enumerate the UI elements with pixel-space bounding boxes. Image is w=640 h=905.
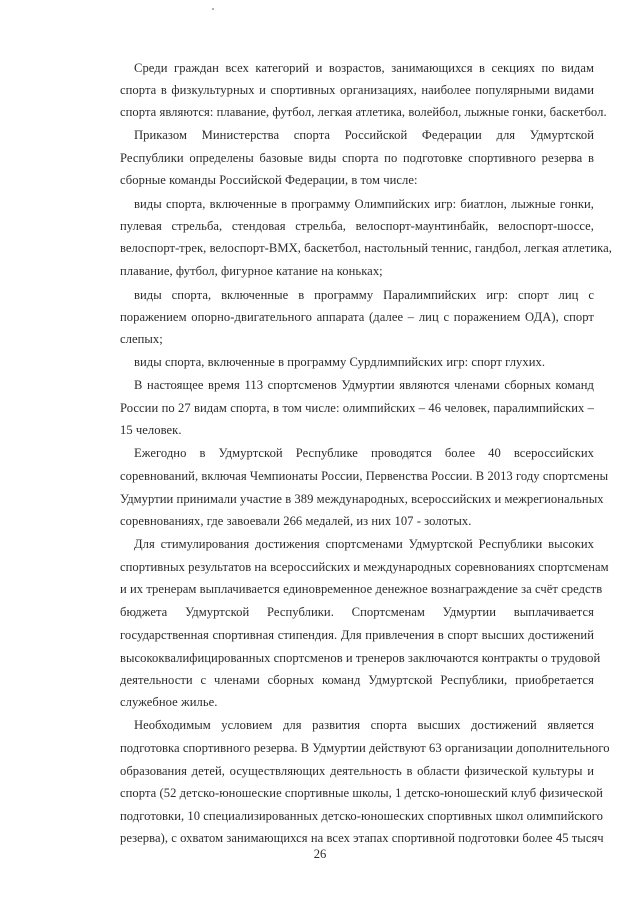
text-line: поражением опорно-двигательного аппарата (далее – лиц с поражением ОДА), спорт [120,310,594,324]
text-line: образования детей, осуществляющих деятельность в области физической культуры и [120,764,594,778]
text-line: служебное жилье. [120,695,218,709]
text-line: государственная спортивная стипендия. Для привлечения в спорт высших достижений [120,628,594,642]
text-line: пулевая стрельба, стендовая стрельба, велоспорт-маунтинбайк, велоспорт-шоссе, [120,219,594,233]
text-line: спорта (52 детско-юношеские спортивные школы, 1 детско-юношеский клуб физической [120,786,603,800]
text-line: Необходимым условием для развития спорта высших достижений является [134,718,594,732]
text-line: соревнованиях, где завоевали 266 медалей, из них 107 - золотых. [120,514,472,528]
text-line: спорта в физкультурных и спортивных организациях, наиболее популярными видами [120,83,594,97]
text-line: соревнований, включая Чемпионаты России, Первенства России. В 2013 году спортсмены [120,469,609,483]
text-line: спорта являются: плавание, футбол, легкая атлетика, волейбол, лыжные гонки, баскетбол. [120,105,607,119]
text-line: велоспорт-трек, велоспорт-BMX, баскетбол, настольный теннис, гандбол, легкая атлетика, [120,241,612,255]
text-line: России по 27 видам спорта, в том числе: олимпийских – 46 человек, паралимпийских – [120,401,594,415]
text-line: виды спорта, включенные в программу Паралимпийских игр: спорт лиц с [134,288,594,302]
text-line: сборные команды Российской Федерации, в том числе: [120,173,418,187]
text-line: Для стимулирования достижения спортсменами Удмуртской Республики высоких [134,537,594,551]
text-line: резерва), с охватом занимающихся на всех этапах спортивной подготовки более 45 тысяч [120,831,604,845]
text-line: деятельности с членами сборных команд Удмуртской Республики, приобретается [120,673,594,687]
text-line: и их тренерам выплачивается единовременное денежное вознаграждение за счёт средств [120,582,603,596]
text-line: бюджета Удмуртской Республики. Спортсменам Удмуртии выплачивается [120,605,594,619]
text-line: Среди граждан всех категорий и возрастов, занимающихся в секциях по видам [134,61,594,75]
scan-artifact [212,8,214,10]
text-line: подготовки, 10 специализированных детско-юношеских спортивных школ олимпийского [120,809,604,823]
text-line: В настоящее время 113 спортсменов Удмуртии являются членами сборных команд [134,378,594,392]
page-number: 26 [313,847,327,861]
text-line: Ежегодно в Удмуртской Республике проводятся более 40 всероссийских [134,446,594,460]
text-line: плавание, футбол, фигурное катание на коньках; [120,264,383,278]
text-line: слепых; [120,332,163,346]
text-line: подготовка спортивного резерва. В Удмуртии действуют 63 организации дополнительного [120,741,610,755]
text-line: спортивных результатов на всероссийских и международных соревнованиях спортсменам [120,560,609,574]
text-line: Приказом Министерства спорта Российской Федерации для Удмуртской [134,128,594,142]
text-line: высококвалифицированных спортсменов и тренеров заключаются контракты о трудовой [120,651,601,665]
text-line: 15 человек. [120,423,182,437]
text-line: Удмуртии принимали участие в 389 международных, всероссийских и межрегиональных [120,492,604,506]
text-line: виды спорта, включенные в программу Сурдлимпийских игр: спорт глухих. [134,355,546,369]
text-line: виды спорта, включенные в программу Олимпийских игр: биатлон, лыжные гонки, [134,197,594,211]
text-line: Республики определены базовые виды спорта по подготовке спортивного резерва в [120,151,594,165]
